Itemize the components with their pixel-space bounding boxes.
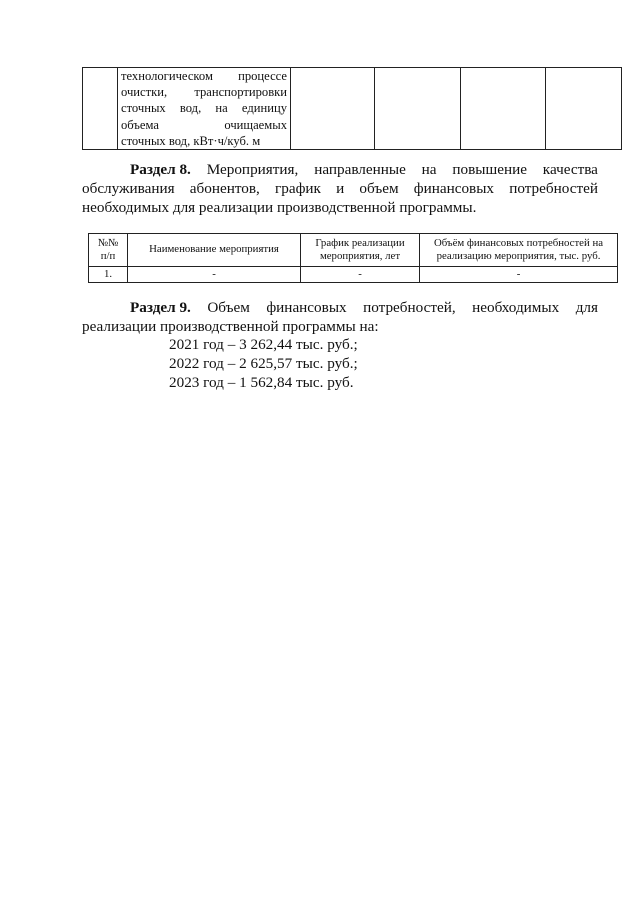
cell-measure-name: - [128,267,301,283]
section-8-paragraph [82,160,598,217]
cell-text-line: сточных вод, кВт·ч/куб. м [121,133,261,148]
budget-line-2023: 2023 год – 1 562,84 тыс. руб. [169,374,354,391]
cell-text-line: сточных вод, на единицу [121,101,287,116]
measures-table [88,233,618,283]
table-cell-indicator [118,68,291,150]
table-cell-empty [546,68,622,150]
cell-number: 1. [89,267,128,283]
table-cell-number [83,68,118,150]
table-row [89,267,618,283]
table-cell-empty [291,68,375,150]
cell-text-line: объема очищаемых [121,117,287,132]
header-number: №№ п/п [89,234,128,267]
paragraph-line: Раздел 8. Мероприятия, направленные на повышение качества [130,161,598,178]
section-9-label: Раздел 9. [130,299,191,316]
header-financial-volume: Объём финансовых потребностей на реализацию мероприятия, тыс. руб. [420,234,618,267]
section-9-paragraph [82,298,598,336]
cell-financial-volume: - [420,267,618,283]
section-8-label: Раздел 8. [130,161,191,178]
cell-schedule: - [301,267,420,283]
budget-line-2022: 2022 год – 2 625,57 тыс. руб.; [169,355,358,372]
paragraph-line: обслуживания абонентов, график и объем финансовых потребностей [82,180,598,197]
table-row [83,68,622,150]
table-cell-empty [461,68,546,150]
paragraph-line: необходимых для реализации производственной программы. [82,199,477,216]
paragraph-line: реализации производственной программы на: [82,318,379,335]
header-measure-name: Наименование мероприятия [128,234,301,267]
cell-text-line: технологическом процессе [121,69,287,83]
indicator-table-fragment [82,67,622,150]
budget-line-2021: 2021 год – 3 262,44 тыс. руб.; [169,336,358,353]
table-cell-empty [375,68,461,150]
paragraph-line: Раздел 9. Объем финансовых потребностей, необходимых для [130,299,598,316]
cell-text-line: очистки, транспортировки [121,85,287,100]
table-header-row [89,234,618,267]
header-schedule: График реализации мероприятия, лет [301,234,420,267]
